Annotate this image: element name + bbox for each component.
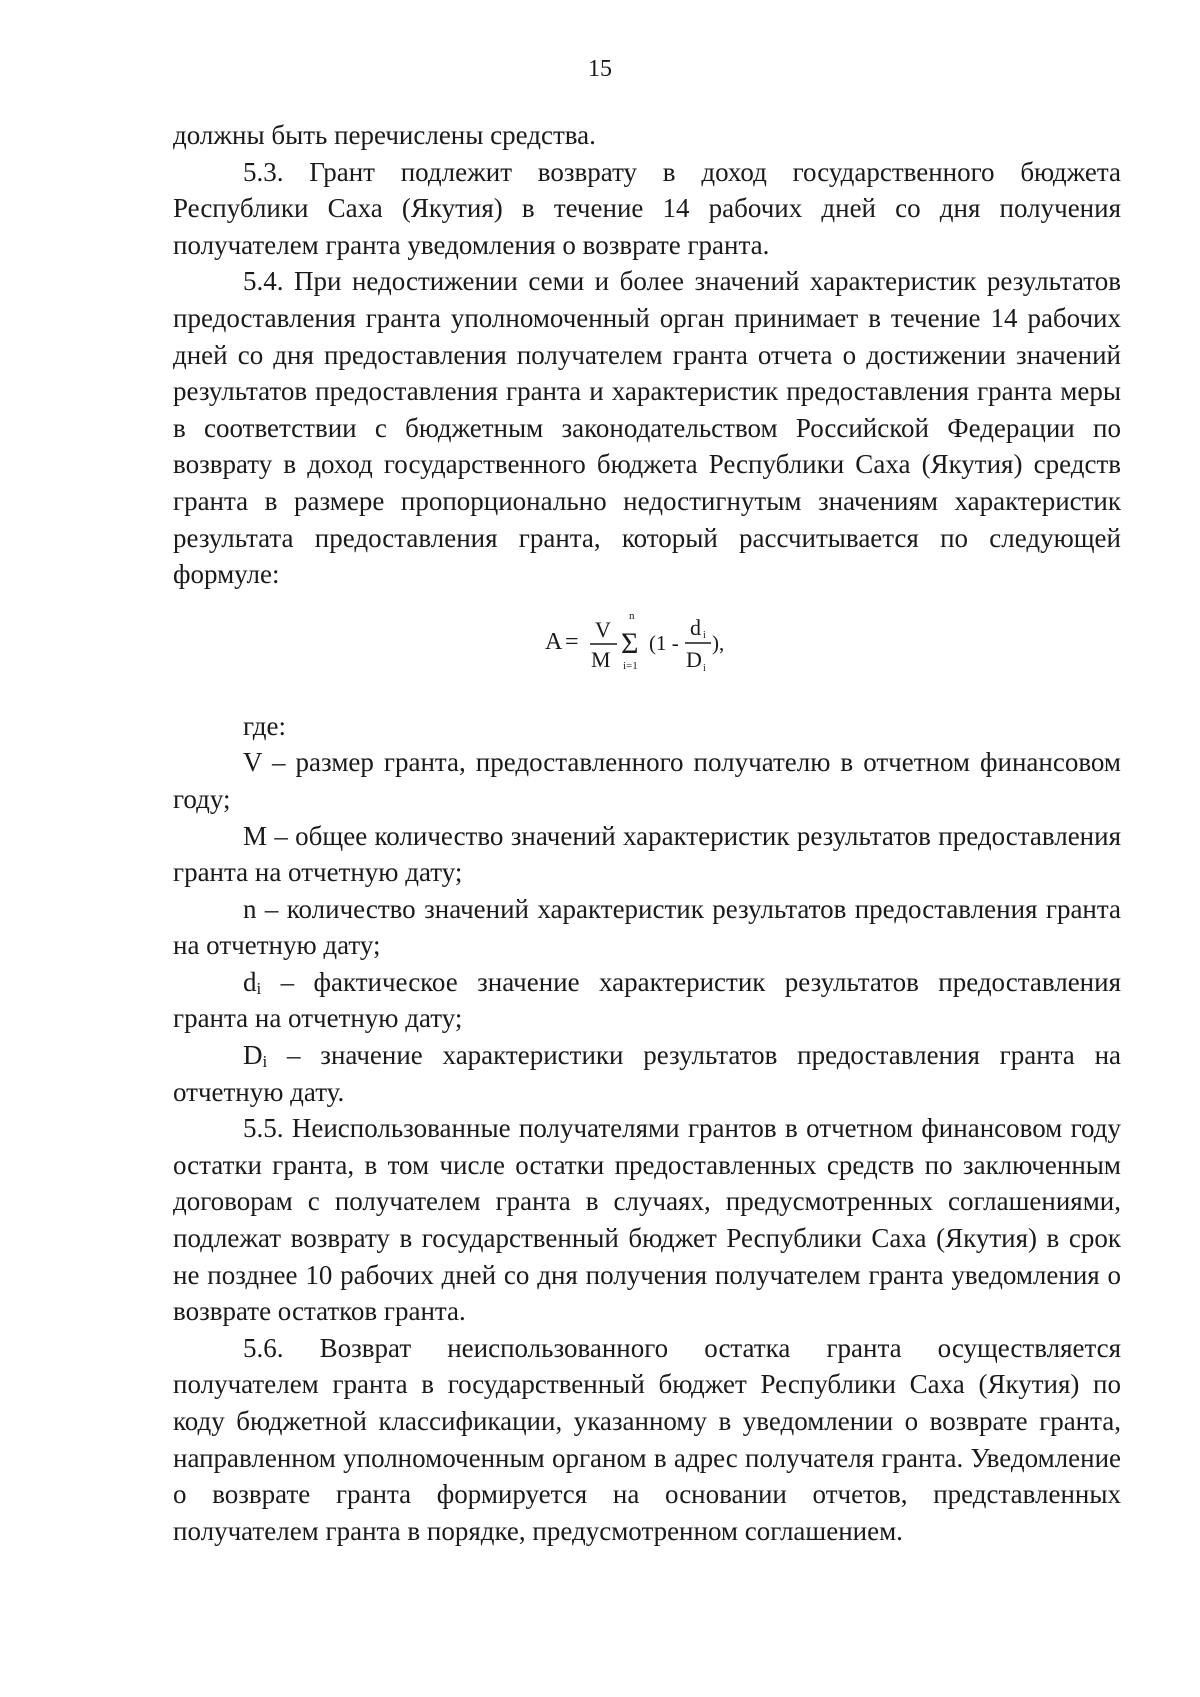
formula-tail: ), [712,630,725,655]
formula-inner-denominator-index: i [703,662,706,674]
definition-d-subscript: i [256,978,262,998]
paragraph-5-3: 5.3. Грант подлежит возврату в доход государственного бюджета Республики Саха (Якутия) в течение 14 рабочих дней со дня получения получателем гранта уведомления о возврате гранта. [173,156,1121,260]
formula-equals: = [565,628,579,655]
paragraph-continuation: должны быть перечислены средства. [173,120,596,150]
definition-D [173,1037,1121,1110]
formula-sigma: Σ [621,626,639,660]
definition-v: V – размер гранта, предоставленного получателю в отчетном финансовом году; [173,747,1121,814]
definition-m: M – общее количество значений характеристик результатов предоставления гранта на отчетную дату; [173,820,1121,888]
definition-d [173,964,1121,1037]
paragraph-5-4: 5.4. При недостижении семи и более значений характеристик результатов предоставления гранта уполномоченный орган принимает в течение 14 рабочих дней со дня предоставления получателем гранта отчета о достижении значений результатов предоставления гранта и характеристик предоставления гранта меры в соответствии с бюджетным законодательством Российской Федерации по возврату в доход государственного бюджета Республики Саха (Якутия) средств гранта в размере пропорционально недостигнутым значениям характеристик результата предоставления гранта, который рассчитывается по следующей формуле: [173,266,1121,590]
definition-n: n – количество значений характеристик результатов предоставления гранта на отчетную дату; [173,893,1121,961]
page-number: 15 [588,56,612,82]
grant-return-formula [545,601,765,701]
formula-inner-numerator-index: i [703,629,706,641]
definition-D-symbol: D [243,1040,263,1071]
formula-denominator: M [591,646,611,672]
definitions-where: где: [243,710,286,741]
definition-d-text: – фактическое значение характеристик результатов предоставления гранта на отчетную дату; [173,966,1121,1034]
formula-inner-numerator: d [690,614,701,640]
paragraph-5-6: 5.6. Возврат неиспользованного остатка гранта осуществляется получателем гранта в государственный бюджет Республики Саха (Якутия) по коду бюджетной классификации, указанному в уведомлении о возврате гранта, направленном уполномоченным органом в адрес получателя гранта. Уведомление о возврате гранта формируется на основании отчетов, представленных получателем гранта в порядке, предусмотренном соглашением. [173,1332,1121,1546]
formula-numerator: V [595,616,611,642]
paragraph-5-5: 5.5. Неиспользованные получателями грантов в отчетном финансовом году остатки гранта, в том числе остатки предоставленных средств по заключенным договорам с получателем гранта в случаях, предусмотренных соглашениями, подлежат возврату в государственный бюджет Республики Саха (Якутия) в срок не позднее 10 рабочих дней со дня получения получателем гранта уведомления о возврате остатков гранта. [173,1113,1121,1327]
formula-sigma-upper: n [629,609,635,622]
formula-paren-open: (1 - [649,630,679,655]
document-body [173,117,1121,1549]
formula-sigma-lower: i=1 [623,659,638,672]
definition-D-text: – значение характеристики результатов предоставления гранта на отчетную дату. [173,1040,1121,1107]
formula-inner-denominator: D [686,646,702,672]
formula-block [173,593,1121,708]
definition-d-symbol: d [243,966,257,997]
definition-D-subscript: i [262,1052,268,1072]
formula-lhs: A [545,628,563,655]
